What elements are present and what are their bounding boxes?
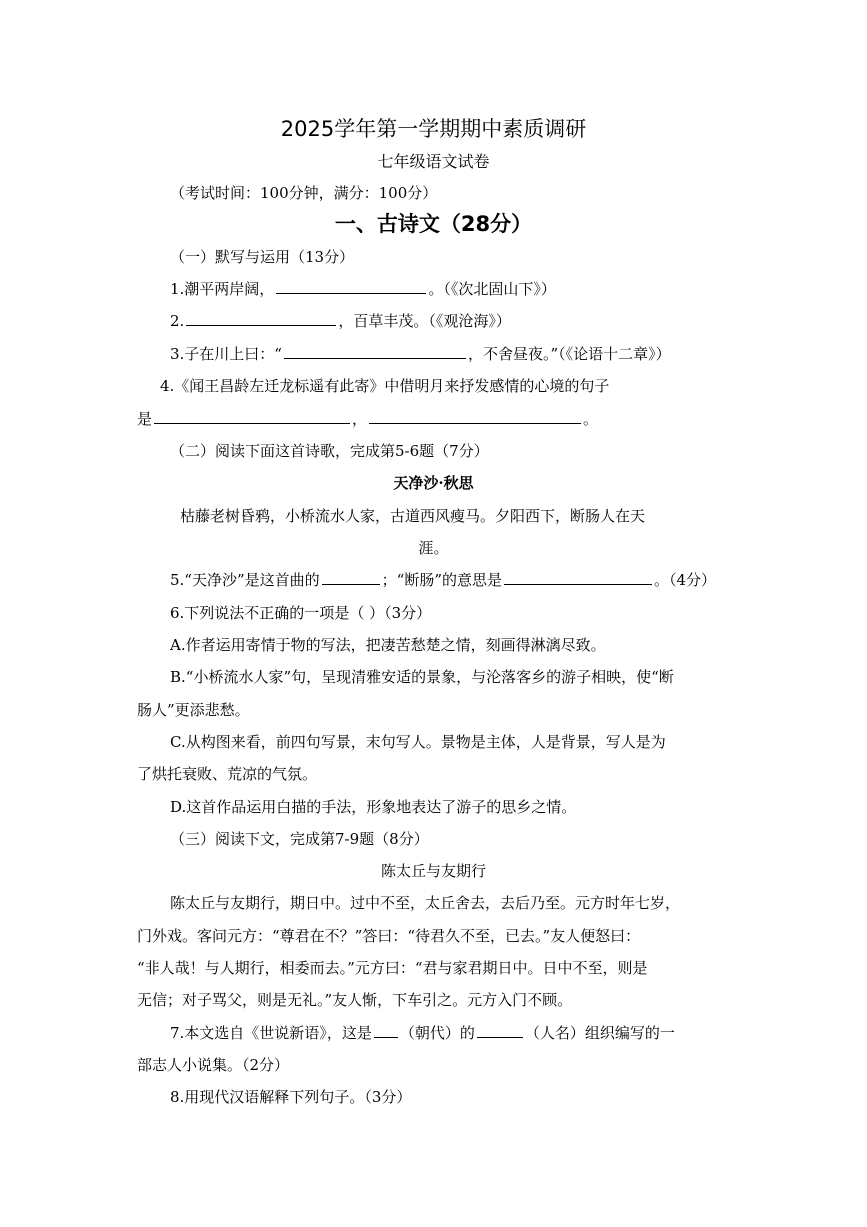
q7-answer-blank-2[interactable] <box>477 1023 523 1038</box>
q1-text-b: 。（《次北固山下》） <box>428 280 556 298</box>
passage-line-4: 无信；对子骂父，则是无礼。”友人惭，下车引之。元方入门不顾。 <box>137 991 573 1009</box>
q5-text-c: 。（4分） <box>654 571 717 589</box>
q3-text-b: ，不舍昼夜。”（《论语十二章》） <box>467 345 671 363</box>
q5-text-a: 5.“天净沙”是这首曲的 <box>170 571 320 589</box>
option-a: A.作者运用寄情于物的写法，把凄苦愁楚之情，刻画得淋漓尽致。 <box>170 636 606 654</box>
passage-line-2: 门外戏。客问元方：“尊君在不？”答曰：“待君久不至，已去。”友人便怒曰： <box>137 927 641 945</box>
q2-text-a: 2. <box>170 312 185 330</box>
question-3 <box>170 344 671 364</box>
passage-line-1: 陈太丘与友期行，期日中。过中不至，太丘舍去，去后乃至。元方时年七岁， <box>170 894 681 912</box>
question-1 <box>170 279 556 299</box>
question-4-line2 <box>137 409 598 429</box>
q5-text-b: ；“断肠”的意思是 <box>381 571 502 589</box>
q1-answer-blank[interactable] <box>276 279 426 294</box>
question-5 <box>170 570 716 590</box>
part2-heading: （二）阅读下面这首诗歌，完成第5-6题（7分） <box>170 442 489 460</box>
q4-text-a: 是 <box>137 410 153 428</box>
q4-answer-blank-1[interactable] <box>154 409 350 424</box>
q4-answer-blank-2[interactable] <box>369 409 581 424</box>
option-d: D.这首作品运用白描的手法，形象地表达了游子的思乡之情。 <box>170 798 577 816</box>
q5-answer-blank-1[interactable] <box>322 570 380 585</box>
q7-text-b: （朝代）的 <box>399 1024 475 1042</box>
option-c-line2: 了烘托衰败、荒凉的气氛。 <box>137 765 318 783</box>
poem-line-1: 枯藤老树昏鸦，小桥流水人家，古道西风瘦马。夕阳西下，断肠人在天 <box>180 507 646 525</box>
section-title: 一、古诗文（28分） <box>334 212 533 236</box>
q7-text-c: （人名）组织编写的一 <box>524 1024 675 1042</box>
exam-info: （考试时间：100分钟，满分：100分） <box>170 184 438 202</box>
part1-heading: （一）默写与运用（13分） <box>170 248 355 266</box>
q1-text-a: 1.潮平两岸阔， <box>170 280 275 298</box>
question-7 <box>170 1023 675 1043</box>
question-8: 8.用现代汉语解释下列句子。（3分） <box>170 1088 412 1106</box>
q4-text-b: ， <box>352 410 368 428</box>
q4-text-c: 。 <box>583 410 599 428</box>
passage-title: 陈太丘与友期行 <box>380 862 486 880</box>
question-7-line2: 部志人小说集。（2分） <box>137 1056 290 1074</box>
poem-line-2: 涯。 <box>418 539 449 557</box>
option-b-line2: 肠人”更添悲愁。 <box>137 701 250 719</box>
q2-answer-blank[interactable] <box>186 311 336 326</box>
question-6: 6.下列说法不正确的一项是（ ）（3分） <box>170 604 432 622</box>
exam-subtitle: 七年级语文试卷 <box>377 152 490 171</box>
q3-answer-blank[interactable] <box>284 344 466 359</box>
q7-text-a: 7.本文选自《世说新语》，这是 <box>170 1024 372 1042</box>
question-4-line1: 4.《闻王昌龄左迁龙标遥有此寄》中借明月来抒发感情的心境的句子 <box>160 377 610 395</box>
exam-title: 2025学年第一学期期中素质调研 <box>280 117 587 141</box>
option-b-line1: B.“小桥流水人家”句，呈现清雅安适的景象，与沦落客乡的游子相映，使“断 <box>170 668 674 686</box>
q7-answer-blank-1[interactable] <box>374 1023 398 1038</box>
poem-title: 天净沙·秋思 <box>393 474 474 492</box>
passage-line-3: “非人哉！与人期行，相委而去。”元方曰：“君与家君期日中。日中不至，则是 <box>137 959 648 977</box>
q3-text-a: 3.子在川上曰：“ <box>170 345 282 363</box>
part3-heading: （三）阅读下文，完成第7-9题（8分） <box>170 830 429 848</box>
q5-answer-blank-2[interactable] <box>504 570 652 585</box>
question-2 <box>170 311 511 331</box>
q2-text-b: ，百草丰茂。（《观沧海》） <box>338 312 511 330</box>
option-c-line1: C.从构图来看，前四句写景，末句写人。景物是主体，人是背景，写人是为 <box>170 733 666 751</box>
